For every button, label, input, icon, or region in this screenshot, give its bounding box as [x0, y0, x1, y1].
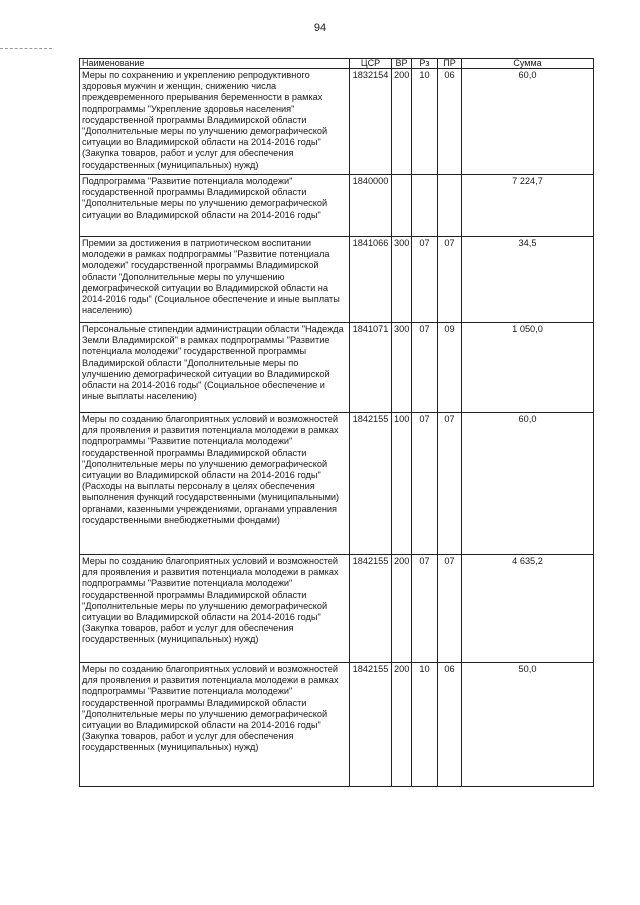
header-vr: ВР	[392, 59, 412, 69]
row-name: Меры по сохранению и укреплению репродуктивного здоровья мужчин и женщин, снижению числа преждевременного прерывания беременности в рамках подпрограммы "Укрепление здоровья населения" государственной программы Владимирской области "Дополнительные меры по улучшению демографической ситуации во Владимирской области на 2014-2016 годы" (Закупка товаров, работ и услуг для обеспечения государственных (муниципальных) нужд)	[80, 69, 350, 175]
header-name: Наименование	[80, 59, 350, 69]
row-rz: 07	[412, 413, 438, 555]
row-pr: 07	[438, 555, 462, 663]
row-vr: 300	[392, 237, 412, 323]
row-pr: 09	[438, 323, 462, 413]
row-csr: 1841071	[350, 323, 392, 413]
header-csr: ЦСР	[350, 59, 392, 69]
row-name: Персональные стипендии администрации области "Надежда Земли Владимирской" в рамках подпрограммы "Развитие потенциала молодежи" государственной программы Владимирской области "Дополнительные меры по улучшению демографической ситуации во Владимирской области на 2014-2016 годы" (Социальное обеспечение и иные выплаты населению)	[80, 323, 350, 413]
row-pr: 07	[438, 237, 462, 323]
row-rz: 07	[412, 237, 438, 323]
header-pr: ПР	[438, 59, 462, 69]
row-vr	[392, 175, 412, 237]
row-sum: 7 224,7	[462, 175, 594, 237]
row-rz: 07	[412, 555, 438, 663]
row-vr: 100	[392, 413, 412, 555]
row-vr: 200	[392, 555, 412, 663]
row-sum: 60,0	[462, 69, 594, 175]
header-rz: Рз	[412, 59, 438, 69]
row-sum: 50,0	[462, 663, 594, 787]
row-vr: 200	[392, 663, 412, 787]
row-sum: 1 050,0	[462, 323, 594, 413]
row-pr: 07	[438, 413, 462, 555]
row-pr	[438, 175, 462, 237]
row-sum: 60,0	[462, 413, 594, 555]
row-name: Подпрограмма "Развитие потенциала молодежи" государственной программы Владимирской области "Дополнительные меры по улучшению демографической ситуации во Владимирской области на 2014-2016 годы"	[80, 175, 350, 237]
table-row	[80, 555, 594, 663]
row-rz	[412, 175, 438, 237]
table-row	[80, 237, 594, 323]
scan-artifact-line	[0, 48, 52, 49]
row-csr: 1842155	[350, 663, 392, 787]
row-pr: 06	[438, 663, 462, 787]
row-rz: 07	[412, 323, 438, 413]
row-csr: 1842155	[350, 413, 392, 555]
row-vr: 300	[392, 323, 412, 413]
row-rz: 10	[412, 69, 438, 175]
row-name: Премии за достижения в патриотическом воспитании молодежи в рамках подпрограммы "Развитие потенциала молодежи" государственной программы Владимирской области "Дополнительные меры по улучшению демографической ситуации во Владимирской области на 2014-2016 годы" (Социальное обеспечение и иные выплаты населению)	[80, 237, 350, 323]
row-csr: 1840000	[350, 175, 392, 237]
row-vr: 200	[392, 69, 412, 175]
table-row	[80, 69, 594, 175]
row-sum: 4 635,2	[462, 555, 594, 663]
table-row	[80, 413, 594, 555]
row-csr: 1841066	[350, 237, 392, 323]
row-pr: 06	[438, 69, 462, 175]
row-csr: 1832154	[350, 69, 392, 175]
table-row	[80, 323, 594, 413]
budget-table	[79, 58, 594, 787]
row-name: Меры по созданию благоприятных условий и возможностей для проявления и развития потенциала молодежи в рамках подпрограммы "Развитие потенциала молодежи" государственной программы Владимирской области "Дополнительные меры по улучшению демографической ситуации во Владимирской области на 2014-2016 годы" (Закупка товаров, работ и услуг для обеспечения государственных (муниципальных) нужд)	[80, 663, 350, 787]
row-sum: 34,5	[462, 237, 594, 323]
row-csr: 1842155	[350, 555, 392, 663]
table-header-row	[80, 59, 594, 69]
table-row	[80, 663, 594, 787]
header-sum: Сумма	[462, 59, 594, 69]
page-number: 94	[313, 22, 327, 34]
table-row	[80, 175, 594, 237]
row-name: Меры по созданию благоприятных условий и возможностей для проявления и развития потенциала молодежи в рамках подпрограммы "Развитие потенциала молодежи" государственной программы Владимирской области "Дополнительные меры по улучшению демографической ситуации во Владимирской области на 2014-2016 годы" (Закупка товаров, работ и услуг для обеспечения государственных (муниципальных) нужд)	[80, 555, 350, 663]
row-rz: 10	[412, 663, 438, 787]
row-name: Меры по созданию благоприятных условий и возможностей для проявления и развития потенциала молодежи в рамках подпрограммы "Развитие потенциала молодежи" государственной программы Владимирской области "Дополнительные меры по улучшению демографической ситуации во Владимирской области на 2014-2016 годы" (Расходы на выплаты персоналу в целях обеспечения выполнения функций государственными (муниципальными) органами, казенными учреждениями, органами управления государственными внебюджетными фондами)	[80, 413, 350, 555]
